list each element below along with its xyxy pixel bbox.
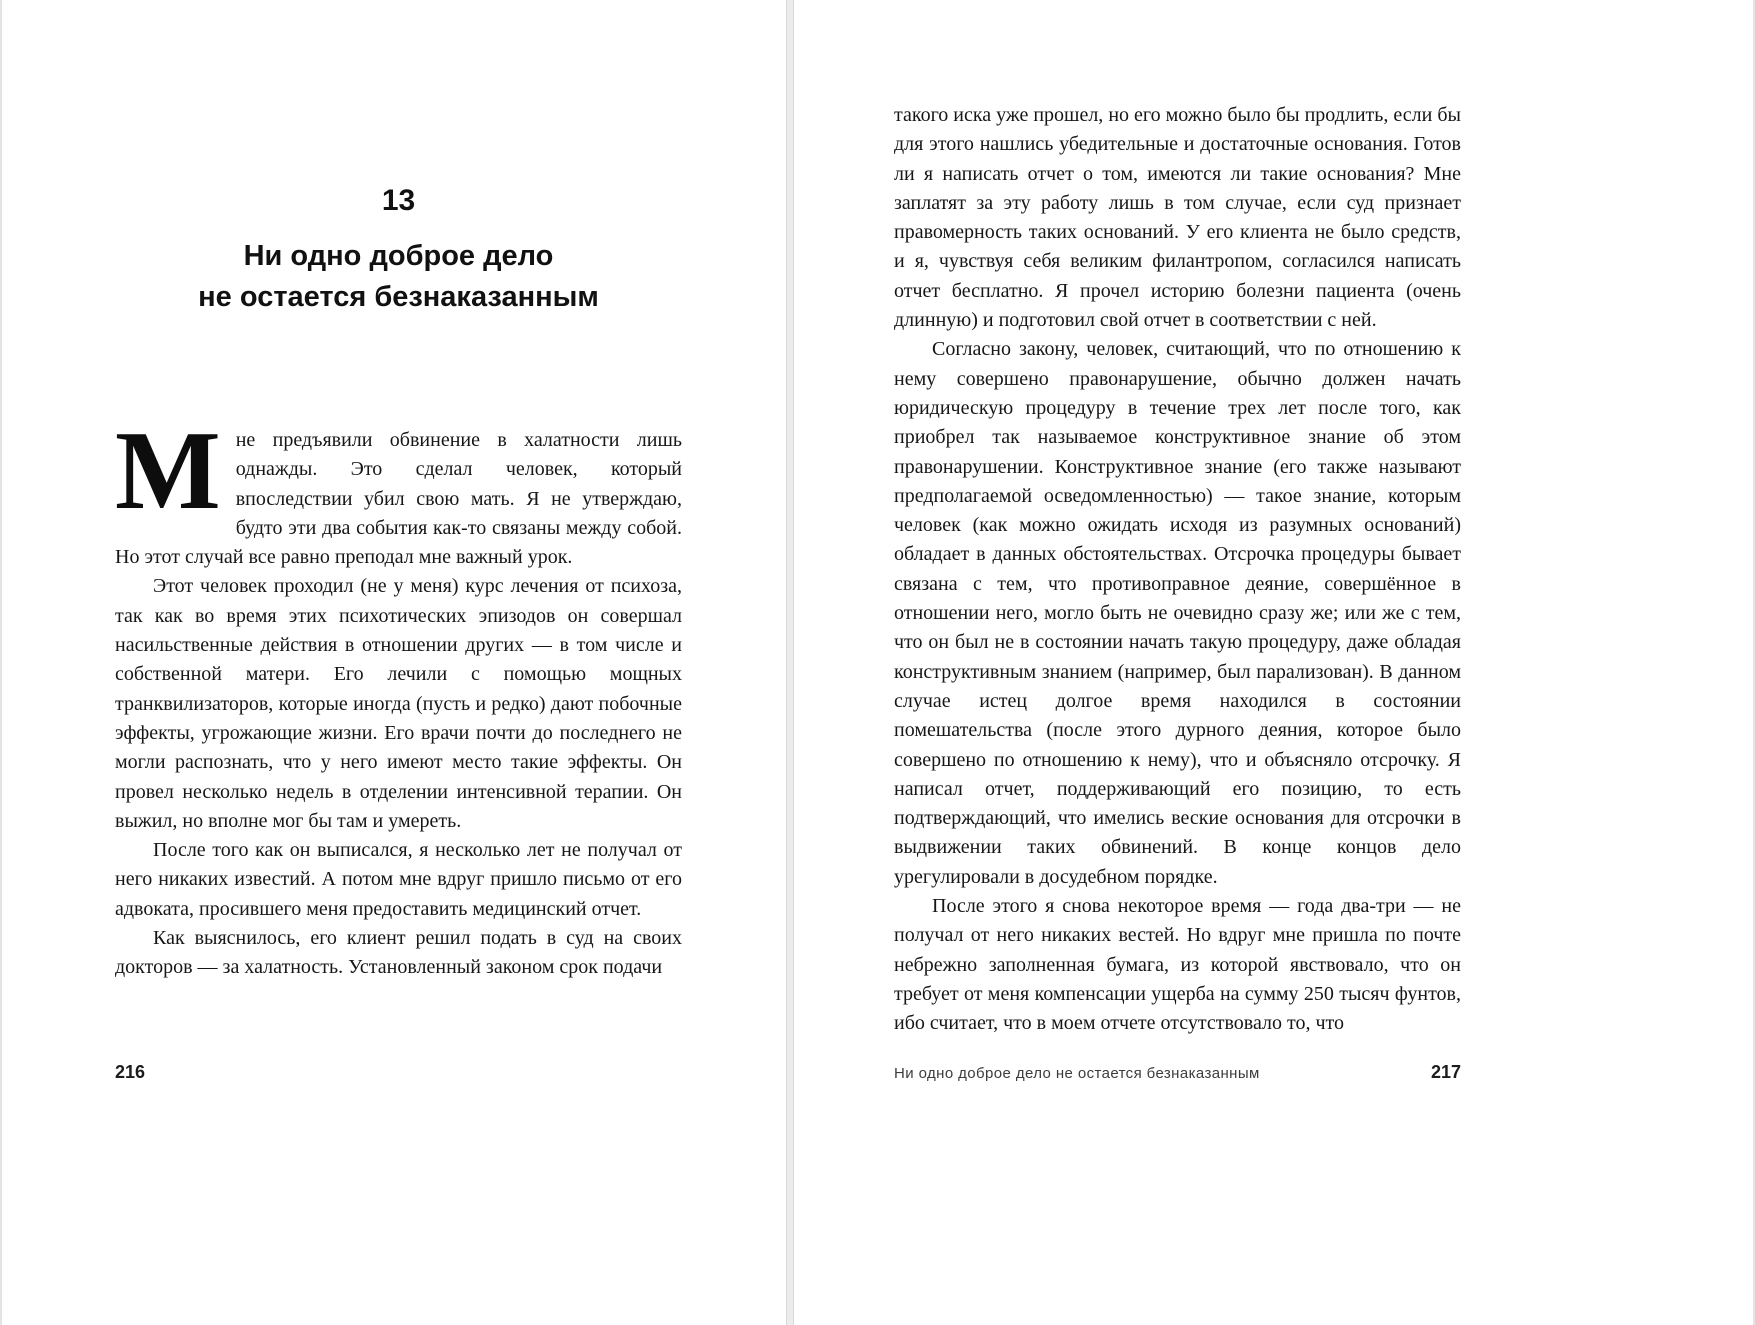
paragraph: После того как он выписался, я несколько лет не получал от него никаких известий. А потом мне вдруг пришло письмо от его адвоката, просившего меня предоставить медицинский отчет. <box>115 839 682 920</box>
page-left <box>2 0 786 1325</box>
paragraph: После этого я снова некоторое время — года два-три — не получал от него никаких вестей. Но вдруг мне пришла по почте небрежно заполненная бумага, из которой явствовало, что он требует от меня компенсации ущерба на сумму 250 тысяч фунтов, ибо считает, что в моем отчете отсутствовало то, что <box>894 895 1461 1035</box>
paragraph-with-dropcap <box>115 409 682 572</box>
chapter-header <box>115 0 682 318</box>
right-text-column <box>894 0 1461 1039</box>
left-page-footer <box>115 1062 682 1083</box>
running-chapter-title: Ни одно доброе дело не остается безнаказанным <box>894 1065 1260 1082</box>
paragraph: Как выяснилось, его клиент решил подать в суд на своих докторов — за халатность. Установленный законом срок подачи <box>115 927 682 979</box>
chapter-title <box>115 236 682 318</box>
paragraph: Этот человек проходил (не у меня) курс лечения от психоза, так как во время этих психотических эпизодов он совершал насильственные действия в отношении других — в том числе и собственной матери. Его лечили с помощью мощных транквилизаторов, которые иногда (пусть и редко) дают побочные эффекты, угрожающие жизни. Его врачи почти до последнего не могли распознать, что у него имеют место такие эффекты. Он провел несколько недель в отделении интенсивной терапии. Он выжил, но вполне мог бы там и умереть. <box>115 575 682 832</box>
chapter-number: 13 <box>381 184 416 217</box>
left-body-text <box>115 409 682 983</box>
page-number-left: 216 <box>115 1062 146 1082</box>
chapter-title-line-2: не остается безнаказанным <box>198 281 599 313</box>
right-page-footer <box>894 1062 1461 1083</box>
page-gutter-divider <box>786 0 794 1325</box>
right-body-text <box>894 0 1461 1039</box>
page-right <box>794 0 1753 1325</box>
paragraph: Согласно закону, человек, считающий, что по отношению к нему совершено правонарушение, обычно должен начать юридическую процедуру в течение трех лет после того, как приобрел так называемое конструктивное знание об этом правонарушении. Конструктивное знание (его также называют предполагаемой осведомленностью) — такое знание, которым человек (как можно ожидать исходя из разумных оснований) обладает в данных обстоятельствах. Отсрочка процедуры бывает связана с тем, что противоправное деяние, совершённое в отношении него, могло быть не очевидно сразу же; или же с тем, что он был не в состоянии начать такую процедуру, даже обладая конструктивным знанием (например, был парализован). В данном случае истец долгое время находился в состоянии помешательства (после этого дурного деяния, которое было совершено по отношению к нему), что и объясняло отсрочку. Я написал отчет, поддерживающий его позицию, то есть подтверждающий, что имелись веские основания для отсрочки в выдвижении таких обвинений. В конце концов дело урегулировали в досудебном порядке. <box>894 338 1461 888</box>
paragraph-continuation: такого иска уже прошел, но его можно было бы продлить, если бы для этого нашлись убедительные и достаточные основания. Готов ли я написать отчет о том, имеются ли такие основания? Мне заплатят за эту работу лишь в том случае, если суд признает правомерность таких оснований. У его клиента не было средств, и я, чувствуя себя великим филантропом, согласился написать отчет бесплатно. Я прочел историю болезни пациента (очень длинную) и подготовил свой отчет в соответствии с ней. <box>894 104 1461 332</box>
chapter-title-line-1: Ни одно доброе дело <box>243 240 554 272</box>
dropcap-letter: М <box>115 409 221 533</box>
left-text-column <box>115 0 682 983</box>
paragraph-text: не предъявили обвинение в халатности лишь однажды. Это сделал человек, который впоследствии убил свою мать. Я не утверждаю, будто эти два события как-то связаны между собой. Но этот случай все равно преподал мне важный урок. <box>115 429 682 569</box>
page-number-right: 217 <box>1430 1062 1461 1082</box>
